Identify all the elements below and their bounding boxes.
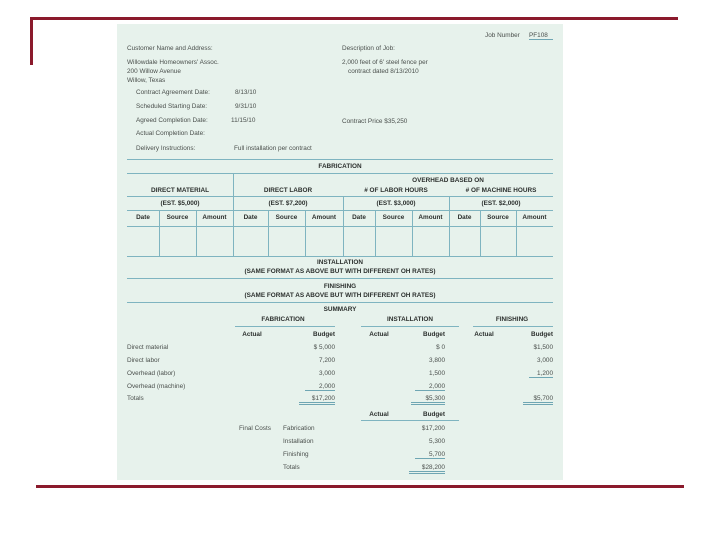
summary-inst-budget: 2,000 [415, 384, 445, 391]
slide-bottom-rule [36, 485, 684, 488]
col-date: Date [243, 214, 258, 221]
summary-actual-header: Actual [242, 331, 262, 338]
est-direct-labor: (EST. $7,200) [268, 200, 308, 207]
rule [449, 196, 450, 256]
slide-left-rule [30, 17, 33, 65]
final-row-value: 5,700 [415, 452, 445, 459]
job-description-line1: 2,000 feet of 6' steel fence per [342, 59, 428, 66]
col-date: Date [136, 214, 150, 221]
summary-inst-budget: $ 0 [436, 344, 445, 351]
final-row-label: Totals [283, 464, 300, 471]
final-row-label: Installation [283, 438, 314, 445]
customer-city: Willow, Texas [127, 77, 166, 84]
rule [305, 210, 306, 256]
installation-note: (SAME FORMAT AS ABOVE BUT WITH DIFFERENT OH RATES) [244, 268, 436, 275]
summary-row-label: Totals [127, 395, 144, 402]
col-source: Source [487, 214, 509, 221]
rule [361, 420, 459, 421]
job-number-value: PF108 [529, 33, 553, 40]
customer-name: Willowdale Homeowners' Assoc. [127, 59, 219, 66]
est-direct-material: (EST. $5,000) [160, 200, 200, 207]
summary-row-label: Overhead (machine) [127, 383, 186, 390]
overhead-title: OVERHEAD BASED ON [412, 177, 484, 184]
fabrication-title: FABRICATION [318, 163, 362, 170]
col-date: Date [352, 214, 366, 221]
summary-row-label: Overhead (labor) [127, 370, 176, 377]
col-amount: Amount [418, 214, 443, 221]
rule [127, 210, 553, 211]
rule [127, 159, 553, 160]
col-amount: Amount [311, 214, 337, 221]
final-row-label: Fabrication [283, 425, 315, 432]
completion-date-value: 11/15/10 [231, 117, 256, 124]
contract-date-value: 8/13/10 [235, 89, 257, 96]
col-amount: Amount [522, 214, 547, 221]
finishing-note: (SAME FORMAT AS ABOVE BUT WITH DIFFERENT OH RATES) [244, 292, 436, 299]
summary-fin-budget: $1,500 [533, 344, 553, 351]
summary-fab-budget: 2,000 [305, 384, 335, 391]
delivery-value: Full installation per contract [234, 145, 312, 152]
rule [233, 173, 234, 256]
final-row-value: 5,300 [429, 438, 445, 445]
rule [480, 210, 481, 256]
group-machine-hours: # OF MACHINE HOURS [465, 187, 537, 194]
rule [516, 210, 517, 256]
job-number-label: Job Number [485, 32, 520, 39]
summary-inst-budget: 1,500 [429, 370, 445, 377]
col-source: Source [275, 214, 298, 221]
final-costs-label: Final Costs [239, 425, 271, 432]
est-labor-hours: (EST. $3,000) [376, 200, 416, 207]
summary-title: SUMMARY [323, 306, 357, 313]
summary-group-installation: INSTALLATION [387, 316, 433, 323]
rule [196, 210, 197, 256]
rule [375, 210, 376, 256]
summary-budget-header: Budget [422, 331, 445, 338]
rule [412, 210, 413, 256]
contract-date-label: Contract Agreement Date: [136, 89, 210, 96]
final-budget-header: Budget [422, 411, 445, 418]
summary-fin-budget: 1,200 [529, 371, 553, 378]
rule [361, 326, 459, 327]
summary-budget-header: Budget [530, 331, 553, 338]
actual-completion-label: Actual Completion Date: [136, 130, 205, 137]
rule [343, 196, 344, 256]
summary-row-label: Direct material [127, 344, 169, 351]
group-direct-material: DIRECT MATERIAL [150, 187, 210, 194]
summary-actual-header: Actual [369, 331, 389, 338]
rule [127, 196, 553, 197]
col-amount: Amount [202, 214, 227, 221]
summary-fin-total: $5,700 [523, 396, 553, 405]
delivery-label: Delivery Instructions: [136, 145, 196, 152]
slide-top-rule [30, 17, 678, 20]
col-source: Source [382, 214, 405, 221]
col-date: Date [457, 214, 472, 221]
job-cost-sheet [117, 24, 563, 480]
rule [127, 278, 553, 279]
summary-group-finishing: FINISHING [495, 316, 529, 323]
start-date-label: Scheduled Starting Date: [136, 103, 208, 110]
summary-inst-total: $5,300 [411, 396, 445, 405]
job-description-line2: contract dated 8/13/2010 [348, 68, 419, 75]
summary-fab-budget: 7,200 [319, 357, 335, 364]
est-machine-hours: (EST. $2,000) [481, 200, 521, 207]
group-labor-hours: # OF LABOR HOURS [364, 187, 428, 194]
final-row-value: $17,200 [421, 425, 445, 432]
summary-group-fabrication: FABRICATION [261, 316, 305, 323]
customer-street: 200 Willow Avenue [127, 68, 181, 75]
summary-fab-total: $17,200 [299, 396, 335, 405]
completion-date-label: Agreed Completion Date: [136, 117, 208, 124]
summary-row-label: Direct labor [127, 357, 160, 364]
customer-label: Customer Name and Address: [127, 45, 213, 52]
rule [127, 302, 553, 303]
summary-fab-budget: 3,000 [319, 370, 335, 377]
rule [127, 256, 553, 257]
contract-price: Contract Price $35,250 [342, 118, 408, 125]
final-total-value: $28,200 [409, 465, 445, 474]
summary-budget-header: Budget [312, 331, 335, 338]
rule [127, 226, 553, 227]
summary-fab-budget: $ 5,000 [313, 344, 335, 351]
summary-fin-budget: 3,000 [537, 357, 553, 364]
rule [235, 326, 335, 327]
summary-actual-header: Actual [474, 331, 494, 338]
summary-inst-budget: 3,800 [429, 357, 445, 364]
final-row-label: Finishing [283, 451, 309, 458]
job-description-label: Description of Job: [342, 45, 395, 52]
rule [127, 173, 553, 174]
rule [473, 326, 553, 327]
col-source: Source [166, 214, 189, 221]
finishing-title: FINISHING [323, 283, 357, 290]
rule [268, 210, 269, 256]
rule [159, 210, 160, 256]
installation-title: INSTALLATION [317, 259, 363, 266]
group-direct-labor: DIRECT LABOR [263, 187, 313, 194]
final-actual-header: Actual [369, 411, 389, 418]
start-date-value: 9/31/10 [235, 103, 257, 110]
